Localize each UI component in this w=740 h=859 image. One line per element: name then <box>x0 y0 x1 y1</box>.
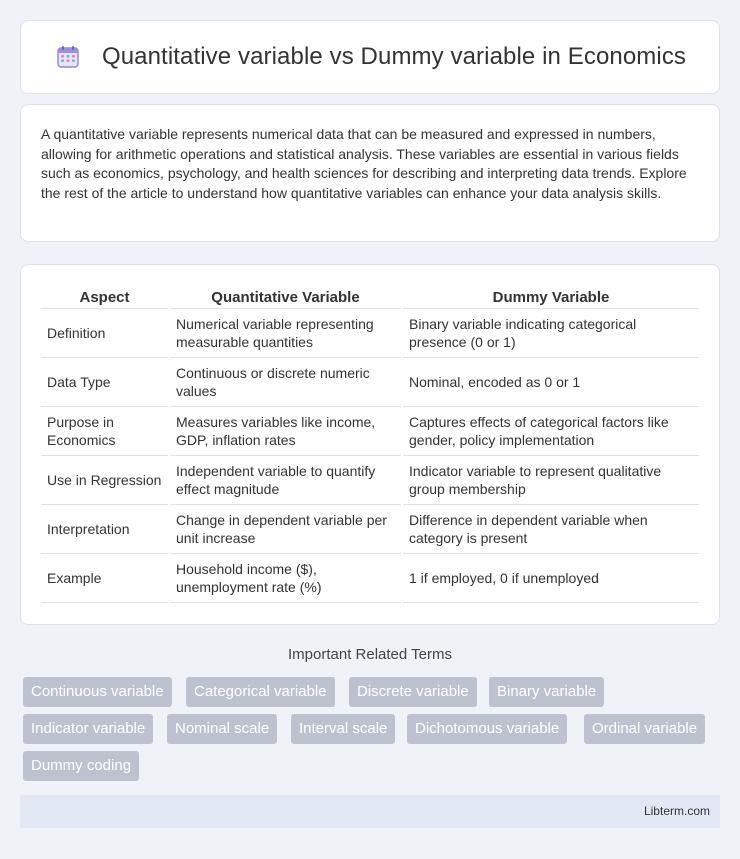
related-terms-heading: Important Related Terms <box>288 646 452 663</box>
cell-dummy: Nominal, encoded as 0 or 1 <box>402 357 699 406</box>
table-row <box>41 406 699 455</box>
calendar-grid-icon <box>54 43 82 71</box>
intro-card <box>20 104 720 242</box>
related-term-tag[interactable]: Ordinal variable <box>584 714 705 744</box>
related-term-tag[interactable]: Dummy coding <box>23 751 139 781</box>
header-dummy: Dummy Variable <box>402 283 699 308</box>
table-row <box>41 357 699 406</box>
cell-quantitative: Independent variable to quantify effect magnitude <box>169 455 402 504</box>
cell-aspect: Interpretation <box>41 504 169 553</box>
title-card <box>20 20 720 94</box>
comparison-table <box>41 283 699 603</box>
cell-quantitative: Continuous or discrete numeric values <box>169 357 402 406</box>
cell-dummy: Captures effects of categorical factors like gender, policy implementation <box>402 406 699 455</box>
footer-bar <box>20 795 720 828</box>
related-term-tag[interactable]: Continuous variable <box>23 677 172 707</box>
related-term-tag[interactable]: Nominal scale <box>167 714 277 744</box>
related-term-tag[interactable]: Discrete variable <box>349 677 477 707</box>
cell-quantitative: Change in dependent variable per unit increase <box>169 504 402 553</box>
comparison-card <box>20 264 720 625</box>
table-row <box>41 553 699 602</box>
cell-dummy: 1 if employed, 0 if unemployed <box>402 553 699 602</box>
cell-dummy: Binary variable indicating categorical presence (0 or 1) <box>402 308 699 357</box>
cell-aspect: Definition <box>41 308 169 357</box>
cell-aspect: Example <box>41 553 169 602</box>
related-term-tag[interactable]: Indicator variable <box>23 714 153 744</box>
page-title: Quantitative variable vs Dummy variable in Economics <box>101 43 687 70</box>
related-term-tag[interactable]: Interval scale <box>291 714 395 744</box>
table-row <box>41 504 699 553</box>
table-header-row <box>41 283 699 308</box>
cell-quantitative: Household income ($), unemployment rate (%) <box>169 553 402 602</box>
intro-paragraph: A quantitative variable represents numerical data that can be measured and expressed in numbers, allowing for arithmetic operations and statistical analysis. These variables are essential in various fields such as economics, psychology, and health sciences for describing and interpreting data trends. Explore the rest of the article to understand how quantitative variables can enhance your data analysis skills. <box>41 126 687 201</box>
cell-quantitative: Numerical variable representing measurable quantities <box>169 308 402 357</box>
cell-quantitative: Measures variables like income, GDP, inflation rates <box>169 406 402 455</box>
related-term-tag[interactable]: Binary variable <box>489 677 604 707</box>
cell-dummy: Indicator variable to represent qualitative group membership <box>402 455 699 504</box>
footer-site-link[interactable]: Libterm.com <box>643 804 710 818</box>
related-term-tag[interactable]: Categorical variable <box>186 677 335 707</box>
cell-aspect: Data Type <box>41 357 169 406</box>
header-quantitative: Quantitative Variable <box>169 283 402 308</box>
table-row <box>41 455 699 504</box>
related-term-tag[interactable]: Dichotomous variable <box>407 714 567 744</box>
cell-aspect: Use in Regression <box>41 455 169 504</box>
cell-aspect: Purpose in Economics <box>41 406 169 455</box>
table-row <box>41 308 699 357</box>
cell-dummy: Difference in dependent variable when category is present <box>402 504 699 553</box>
header-aspect: Aspect <box>41 283 169 308</box>
